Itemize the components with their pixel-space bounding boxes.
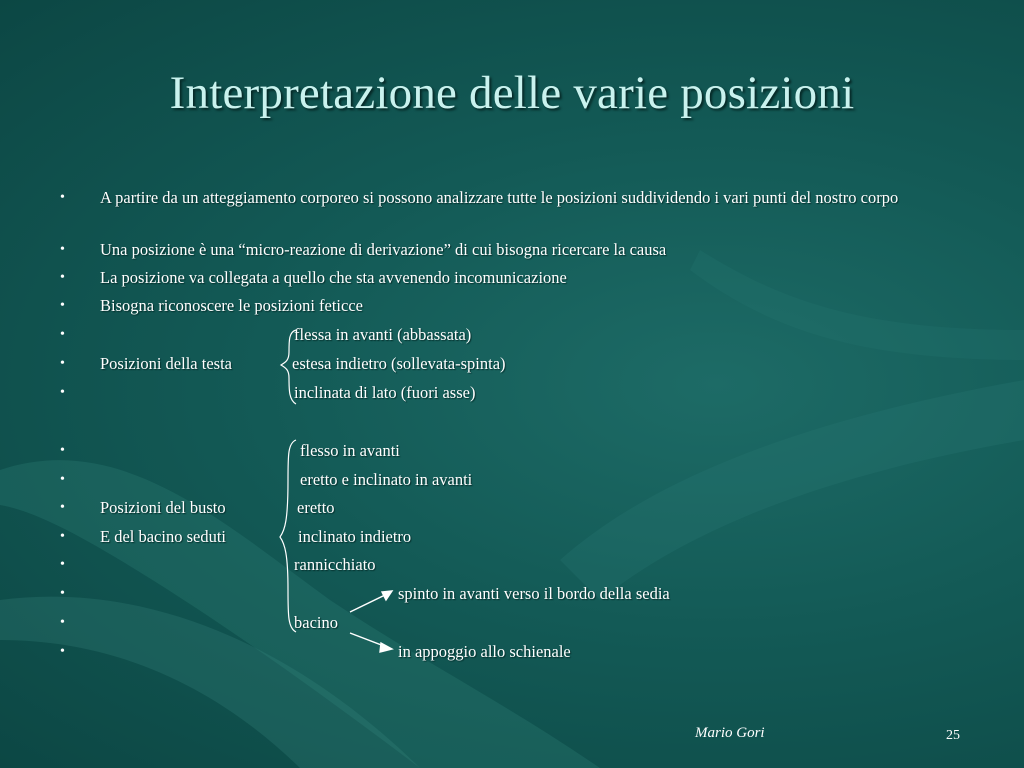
bacino-option-forward: spinto in avanti verso il bordo della sedia: [398, 584, 670, 603]
bullet-marker: •: [60, 557, 65, 572]
head-label: Posizioni della testa: [100, 354, 232, 373]
footer-author: Mario Gori: [695, 725, 765, 741]
bullet-marker: •: [60, 190, 65, 205]
bullet-marker: •: [60, 298, 65, 313]
head-option-flexed: flessa in avanti (abbassata): [294, 325, 472, 344]
bullet-marker: •: [60, 327, 65, 342]
bullet-marker: •: [60, 242, 65, 257]
bacino-option-backrest: in appoggio allo schienale: [398, 642, 571, 661]
torso-option-crouched: rannicchiato: [294, 555, 376, 574]
bullet-marker: •: [60, 615, 65, 630]
bullet-item-2: Una posizione è una “micro-reazione di derivazione” di cui bisogna ricercare la causa: [100, 240, 667, 259]
bullet-marker: •: [60, 356, 65, 371]
slide-title: Interpretazione delle varie posizioni: [169, 67, 855, 119]
torso-option-upright-forward: eretto e inclinato in avanti: [300, 470, 473, 489]
bullet-marker: •: [60, 644, 65, 659]
bullet-marker: •: [60, 586, 65, 601]
arrow-to-forward-option: [350, 591, 392, 612]
bullet-marker: •: [60, 270, 65, 285]
bullet-item-1: A partire da un atteggiamento corporeo si possono analizzare tutte le posizioni suddividendo i vari punti del nostro corpo: [100, 188, 899, 207]
bacino-label: bacino: [294, 613, 338, 632]
footer-page-number: 25: [946, 728, 960, 743]
torso-option-reclined: inclinato indietro: [298, 527, 412, 546]
bullet-marker: •: [60, 385, 65, 400]
bullet-marker: •: [60, 472, 65, 487]
torso-label-line2: E del bacino seduti: [100, 527, 227, 546]
bullet-marker: •: [60, 443, 65, 458]
torso-option-upright: eretto: [297, 498, 335, 517]
bullet-marker: •: [60, 529, 65, 544]
arrow-to-backrest-option: [350, 633, 392, 652]
torso-option-flexed: flesso in avanti: [300, 441, 400, 460]
bullet-item-3: La posizione va collegata a quello che sta avvenendo incomunicazione: [100, 268, 567, 287]
head-option-extended: estesa indietro (sollevata-spinta): [292, 354, 506, 373]
bullet-marker: •: [60, 500, 65, 515]
torso-brace: [280, 440, 296, 632]
head-option-tilted: inclinata di lato (fuori asse): [294, 383, 476, 402]
bullet-item-4: Bisogna riconoscere le posizioni feticce: [100, 296, 363, 315]
torso-label-line1: Posizioni del busto: [100, 498, 226, 517]
